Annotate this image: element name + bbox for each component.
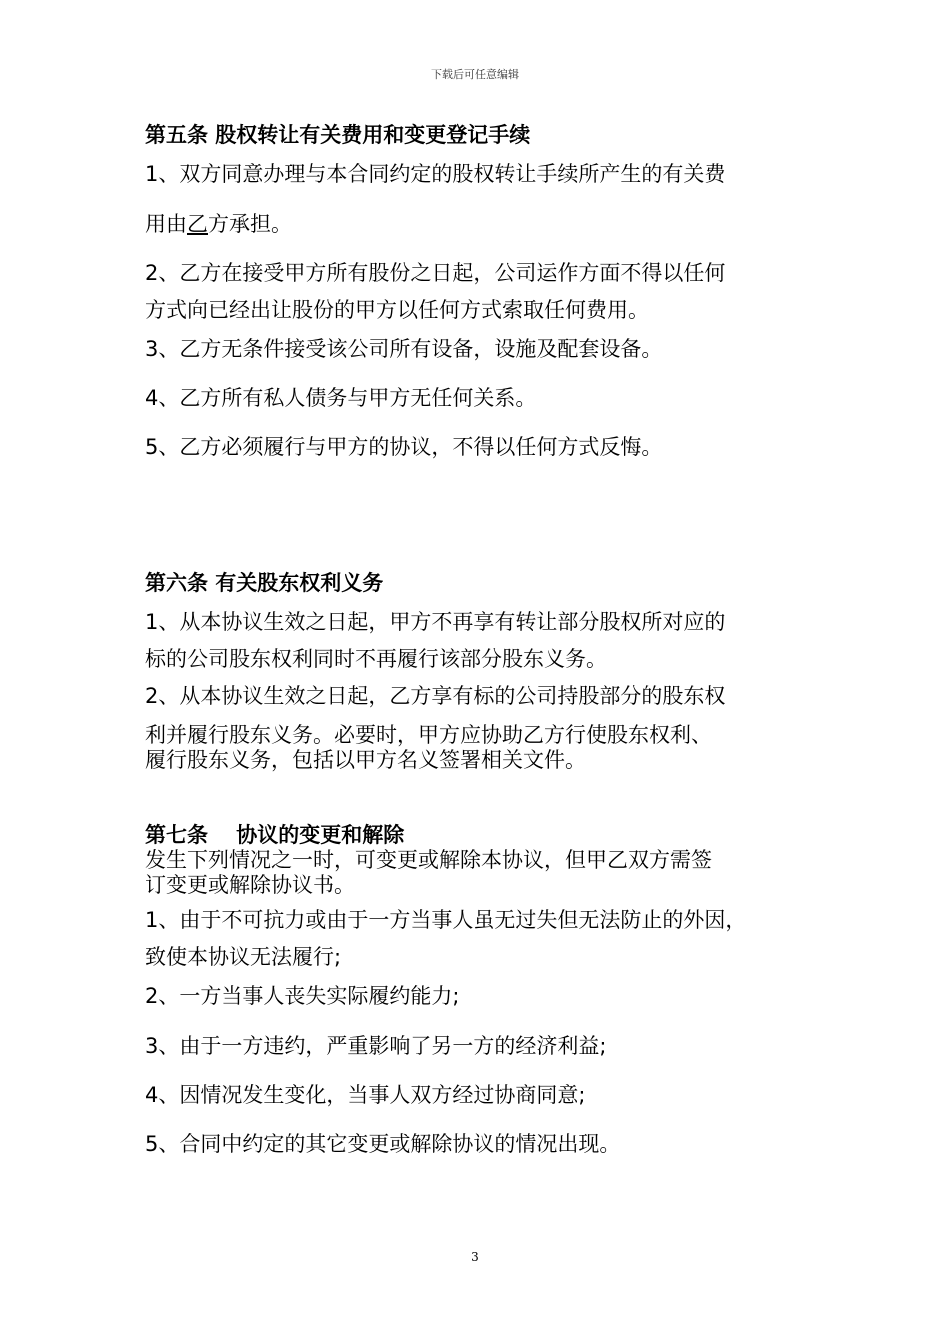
section-5-para-5: 5、乙方必须履行与甲方的协议，不得以任何方式反悔。	[145, 435, 663, 459]
para-text: 方承担。	[208, 212, 292, 236]
section-7-para-5: 5、合同中约定的其它变更或解除协议的情况出现。	[145, 1132, 621, 1156]
section-6-para-2-line-2: 利并履行股东义务。必要时，甲方应协助乙方行使股东权利、	[145, 723, 712, 747]
section-5-para-3: 3、乙方无条件接受该公司所有设备，设施及配套设备。	[145, 337, 663, 361]
section-7-para-1-line-1: 1、由于不可抗力或由于一方当事人虽无过失但无法防止的外因，	[145, 908, 747, 932]
underlined-party: 乙	[187, 212, 208, 236]
section-7-intro-line-1: 发生下列情况之一时，可变更或解除本协议，但甲乙双方需签	[145, 848, 712, 872]
section-7-title: 第七条 协议的变更和解除	[145, 823, 405, 847]
section-6-title: 第六条 有关股东权利义务	[145, 571, 384, 595]
section-5-title: 第五条 股权转让有关费用和变更登记手续	[145, 123, 531, 147]
section-7-para-4: 4、因情况发生变化，当事人双方经过协商同意;	[145, 1083, 586, 1107]
section-6-para-1-line-2: 标的公司股东权利同时不再履行该部分股东义务。	[145, 647, 607, 671]
section-6-para-2-line-3: 履行股东义务，包括以甲方名义签署相关文件。	[145, 748, 586, 772]
section-5-para-2-line-2: 方式向已经出让股份的甲方以任何方式索取任何费用。	[145, 298, 649, 322]
para-text: 用由	[145, 212, 187, 236]
section-7-para-3: 3、由于一方违约，严重影响了另一方的经济利益;	[145, 1034, 607, 1058]
page-number: 3	[471, 1250, 479, 1264]
section-6-para-2-line-1: 2、从本协议生效之日起，乙方享有标的公司持股部分的股东权	[145, 684, 726, 708]
section-5-para-1-line-1: 1、双方同意办理与本合同约定的股权转让手续所产生的有关费	[145, 162, 726, 186]
section-7-para-1-line-2: 致使本协议无法履行;	[145, 945, 342, 969]
section-5-para-4: 4、乙方所有私人债务与甲方无任何关系。	[145, 386, 537, 410]
section-7-intro-line-2: 订变更或解除协议书。	[145, 873, 355, 897]
section-6-para-1-line-1: 1、从本协议生效之日起，甲方不再享有转让部分股权所对应的	[145, 610, 726, 634]
section-7-para-2: 2、一方当事人丧失实际履约能力;	[145, 984, 460, 1008]
section-5-para-1-line-2	[145, 211, 292, 237]
section-5-para-2-line-1: 2、乙方在接受甲方所有股份之日起，公司运作方面不得以任何	[145, 261, 726, 285]
page-header: 下载后可任意编辑	[431, 68, 519, 81]
